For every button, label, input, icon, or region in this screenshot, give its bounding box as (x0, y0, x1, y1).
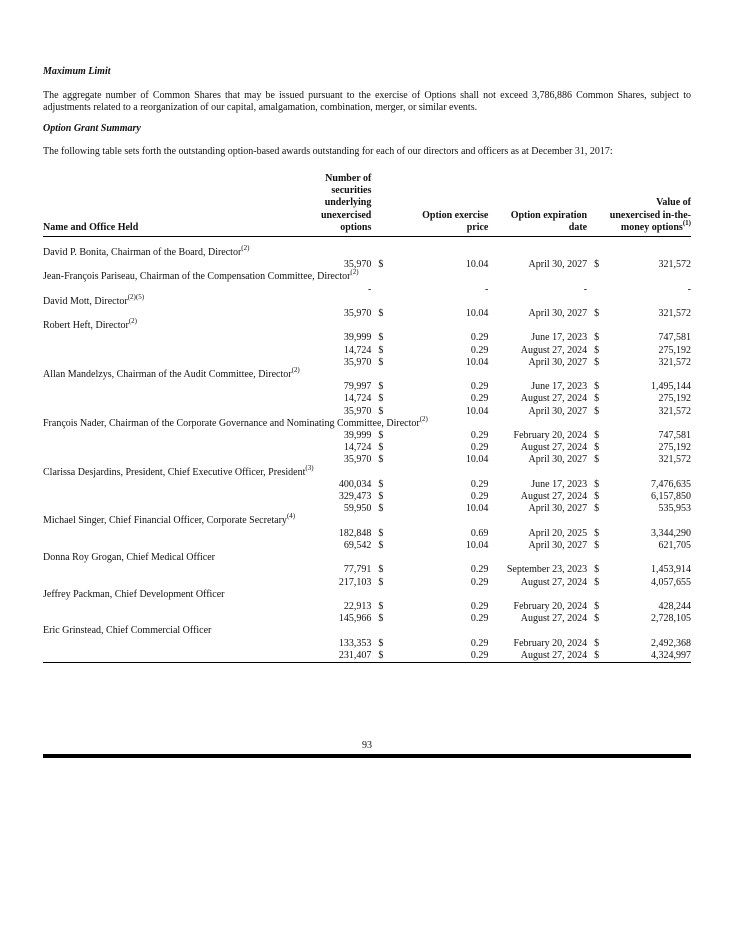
currency-symbol: $ (378, 393, 384, 405)
expiration-date-cell: June 17, 2023 (531, 381, 588, 393)
footnote-ref: (2) (350, 268, 359, 277)
currency-symbol: $ (594, 381, 600, 393)
empty-cell (43, 308, 321, 320)
holder-name-text: Allan Mandelzys, Chairman of the Audit Committee, Director (43, 369, 292, 381)
value-cell: 275,192 (658, 393, 691, 405)
holder-name-text: François Nader, Chairman of the Corporate Governance and Nominating Committee, Director (43, 417, 420, 429)
holder-name-row (43, 418, 691, 430)
holder-name-row (43, 467, 691, 479)
holder-name-row (43, 247, 691, 259)
table-row (43, 613, 691, 625)
option-grant-summary-paragraph: The following table sets forth the outstanding option-based awards outstanding for each of our directors and officers as at December 31, 2017: (43, 146, 613, 157)
exercise-price-cell: 0.29 (470, 344, 489, 356)
empty-cell (43, 284, 321, 296)
currency-symbol: $ (378, 613, 384, 625)
value-cell: 747,581 (658, 430, 691, 442)
page-bottom-rule (43, 754, 691, 758)
holder-name (43, 244, 691, 259)
holder-name-text: David P. Bonita, Chairman of the Board, Director (43, 247, 242, 259)
value-cell: 747,581 (658, 332, 691, 344)
currency-symbol: $ (378, 637, 384, 649)
table-row (43, 381, 691, 393)
footnote-ref: (3) (305, 463, 314, 472)
options-cell: 22,913 (343, 600, 372, 612)
expiration-date-cell: April 30, 2027 (528, 405, 588, 417)
currency-symbol: $ (378, 539, 384, 551)
table-row (43, 259, 691, 271)
empty-cell (43, 528, 321, 540)
header-spacer (371, 173, 390, 237)
exercise-price-cell: 10.04 (465, 503, 489, 515)
table-row (43, 442, 691, 454)
expiration-date-cell: April 20, 2025 (528, 527, 588, 539)
holder-name-row (43, 320, 691, 332)
holder-name-text: Donna Roy Grogan, Chief Medical Officer (43, 552, 215, 564)
holder-name-row (43, 369, 691, 381)
holder-name (43, 463, 691, 479)
table-row (43, 430, 691, 442)
footnote-ref: (2) (241, 244, 250, 253)
expiration-date-cell: June 17, 2023 (531, 332, 588, 344)
table-row (43, 540, 691, 552)
table-row (43, 479, 691, 491)
currency-symbol: $ (594, 613, 600, 625)
currency-symbol: $ (594, 637, 600, 649)
empty-cell (43, 601, 321, 613)
exercise-price-cell: 10.04 (465, 405, 489, 417)
currency-symbol: $ (378, 259, 384, 271)
header-name: Name and Office Held (43, 173, 321, 237)
header-price-line: price (466, 221, 489, 233)
holder-name-row (43, 589, 691, 601)
header-options-line: Number of (325, 173, 372, 184)
footnote-ref: (2) (291, 366, 300, 375)
options-cell: 77,791 (343, 564, 372, 576)
header-spacer (587, 173, 606, 237)
empty-cell (43, 479, 321, 491)
maximum-limit-paragraph: The aggregate number of Common Shares that may be issued pursuant to the exercise of Options shall not exceed 3,786,886 Common Shares, subject to adjustments related to a reorganization of our capital, amalgamation, combination, merger, or similar events. (43, 90, 691, 113)
header-price (390, 173, 488, 237)
value-cell: 1,495,144 (651, 381, 691, 393)
empty-cell (43, 442, 321, 454)
value-cell: - (687, 283, 691, 295)
header-options-line: underlying (324, 197, 372, 209)
exercise-price-cell: 0.69 (470, 527, 489, 539)
exercise-price-cell: 0.29 (470, 393, 489, 405)
currency-symbol: $ (594, 454, 600, 466)
empty-cell (43, 503, 321, 515)
options-cell: 35,970 (343, 454, 372, 466)
exercise-price-cell: 0.29 (470, 430, 489, 442)
expiration-date-cell: April 30, 2027 (528, 308, 588, 320)
options-cell: 14,724 (343, 393, 372, 405)
header-options-line: options (340, 221, 372, 233)
value-cell: 321,572 (658, 356, 691, 368)
currency-symbol: $ (378, 527, 384, 539)
table-row (43, 406, 691, 418)
expiration-date-cell: April 30, 2027 (528, 356, 588, 368)
empty-cell (43, 613, 321, 625)
section-heading-option-grant-summary: Option Grant Summary (43, 123, 141, 134)
expiration-date-cell: April 30, 2027 (528, 539, 588, 551)
header-price-line: Option exercise (422, 209, 489, 221)
table-row (43, 393, 691, 405)
currency-symbol: $ (594, 405, 600, 417)
value-cell: 2,728,105 (651, 613, 691, 625)
holder-name-row (43, 515, 691, 527)
options-cell: 329,473 (338, 491, 372, 503)
header-value-line (606, 218, 691, 234)
header-date-line: date (568, 221, 588, 233)
empty-cell (43, 357, 321, 369)
header-date (488, 173, 587, 237)
exercise-price-cell: 10.04 (465, 454, 489, 466)
table-row (43, 454, 691, 466)
expiration-date-cell: - (583, 283, 588, 295)
options-cell: 182,848 (338, 527, 372, 539)
holder-name (43, 552, 691, 564)
footnote-ref: (2) (419, 414, 428, 423)
currency-symbol: $ (594, 527, 600, 539)
options-cell: 39,999 (343, 430, 372, 442)
holder-name-text: Eric Grinstead, Chief Commercial Officer (43, 625, 212, 637)
empty-cell (43, 650, 321, 663)
currency-symbol: $ (378, 405, 384, 417)
holder-name (43, 589, 691, 601)
empty-cell (43, 406, 321, 418)
holder-name (43, 268, 691, 283)
options-cell: 35,970 (343, 405, 372, 417)
table-row (43, 345, 691, 357)
expiration-date-cell: June 17, 2023 (531, 478, 588, 490)
empty-cell (43, 564, 321, 576)
holder-name (43, 366, 691, 381)
currency-symbol: $ (378, 491, 384, 503)
empty-cell (43, 393, 321, 405)
expiration-date-cell: April 30, 2027 (528, 454, 588, 466)
expiration-date-cell: February 20, 2024 (513, 430, 588, 442)
value-cell: 1,453,914 (651, 564, 691, 576)
currency-symbol: $ (378, 478, 384, 490)
holder-name-row (43, 625, 691, 637)
empty-cell (43, 577, 321, 589)
currency-symbol: $ (378, 356, 384, 368)
currency-symbol: $ (378, 381, 384, 393)
table-row (43, 308, 691, 320)
holder-name (43, 317, 691, 332)
exercise-price-cell: 0.29 (470, 442, 489, 454)
header-options-line: securities (331, 185, 372, 197)
value-cell: 4,324,997 (606, 650, 691, 663)
header-options (321, 173, 371, 237)
currency-symbol: $ (594, 442, 600, 454)
header-value (606, 173, 691, 237)
value-cell: 321,572 (658, 259, 691, 271)
currency-symbol: $ (594, 564, 600, 576)
currency-symbol (587, 284, 606, 296)
expiration-date-cell: August 27, 2024 (520, 576, 588, 588)
exercise-price-cell: 0.29 (470, 637, 489, 649)
options-cell: 14,724 (343, 442, 372, 454)
empty-cell (43, 454, 321, 466)
holder-name-row (43, 296, 691, 308)
exercise-price-cell: 0.29 (390, 650, 488, 663)
table-body (43, 244, 691, 662)
expiration-date-cell: April 30, 2027 (528, 259, 588, 271)
currency-symbol: $ (594, 259, 600, 271)
currency-symbol: $ (594, 491, 600, 503)
currency-symbol: $ (594, 356, 600, 368)
empty-cell (43, 638, 321, 650)
table-row (43, 601, 691, 613)
value-cell: 2,492,368 (651, 637, 691, 649)
options-cell: 59,950 (343, 503, 372, 515)
options-cell: 35,970 (343, 259, 372, 271)
value-cell: 3,344,290 (651, 527, 691, 539)
value-cell: 321,572 (658, 454, 691, 466)
currency-symbol: $ (594, 393, 600, 405)
expiration-date-cell: August 27, 2024 (520, 613, 588, 625)
value-cell: 621,705 (658, 539, 691, 551)
expiration-date-cell: August 27, 2024 (520, 491, 588, 503)
value-cell: 428,244 (658, 600, 691, 612)
value-cell: 321,572 (658, 405, 691, 417)
footnote-ref: (4) (286, 512, 296, 521)
header-date-line: Option expiration (510, 209, 588, 221)
currency-symbol: $ (378, 308, 384, 320)
exercise-price-cell: 10.04 (465, 259, 489, 271)
footnote-ref: (2) (128, 317, 137, 326)
options-cell: 400,034 (338, 478, 372, 490)
expiration-date-cell: August 27, 2024 (488, 650, 587, 663)
exercise-price-cell: 0.29 (470, 381, 489, 393)
currency-symbol: $ (594, 600, 600, 612)
value-cell: 7,476,635 (651, 478, 691, 490)
holder-name (43, 292, 691, 308)
holder-name-text: Michael Singer, Chief Financial Officer, Corporate Secretary (43, 515, 287, 527)
expiration-date-cell: February 20, 2024 (513, 600, 588, 612)
empty-cell (43, 381, 321, 393)
exercise-price-cell: - (485, 283, 489, 295)
options-cell: 217,103 (338, 576, 372, 588)
currency-symbol: $ (594, 478, 600, 490)
currency-symbol (371, 284, 390, 296)
currency-symbol: $ (378, 503, 384, 515)
holder-name-text: Jeffrey Packman, Chief Development Officer (43, 588, 225, 600)
options-cell: 14,724 (343, 344, 372, 356)
holder-name-text: Jean-François Pariseau, Chairman of the Compensation Committee, Director (43, 271, 351, 283)
value-cell: 535,953 (658, 503, 691, 515)
value-cell: 275,192 (658, 442, 691, 454)
table-row (43, 650, 691, 663)
exercise-price-cell: 0.29 (470, 332, 489, 344)
expiration-date-cell: August 27, 2024 (520, 344, 588, 356)
exercise-price-cell: 0.29 (470, 576, 489, 588)
currency-symbol: $ (594, 332, 600, 344)
value-cell: 4,057,655 (651, 576, 691, 588)
currency-symbol: $ (594, 539, 600, 551)
currency-symbol: $ (594, 344, 600, 356)
value-cell: 6,157,850 (651, 491, 691, 503)
options-cell: 35,970 (343, 308, 372, 320)
options-cell: 231,407 (321, 650, 371, 663)
currency-symbol: $ (371, 650, 390, 663)
table-row (43, 332, 691, 344)
holder-name-text: David Mott, Director (43, 295, 128, 307)
currency-symbol: $ (378, 576, 384, 588)
currency-symbol: $ (594, 308, 600, 320)
holder-name (43, 414, 691, 430)
table-row (43, 357, 691, 369)
exercise-price-cell: 10.04 (465, 539, 489, 551)
currency-symbol: $ (594, 430, 600, 442)
exercise-price-cell: 0.29 (470, 613, 489, 625)
value-cell: 275,192 (658, 344, 691, 356)
currency-symbol: $ (378, 600, 384, 612)
exercise-price-cell: 0.29 (470, 600, 489, 612)
options-cell: - (368, 283, 372, 295)
options-cell: 69,542 (343, 539, 372, 551)
currency-symbol: $ (378, 442, 384, 454)
holder-name-text: Robert Heft, Director (43, 320, 129, 332)
options-cell: 35,970 (343, 356, 372, 368)
currency-symbol: $ (378, 454, 384, 466)
page-number: 93 (362, 740, 372, 751)
header-value-line: Value of (656, 197, 691, 209)
table-row (43, 491, 691, 503)
header-options-line: unexercised (321, 209, 372, 221)
currency-symbol: $ (378, 332, 384, 344)
exercise-price-cell: 10.04 (465, 308, 489, 320)
options-cell: 145,966 (338, 613, 372, 625)
header-value-text: money options (620, 221, 683, 233)
exercise-price-cell: 0.29 (470, 564, 489, 576)
option-awards-table (43, 173, 691, 663)
exercise-price-cell: 0.29 (470, 491, 489, 503)
exercise-price-cell: 0.29 (470, 478, 489, 490)
expiration-date-cell: April 30, 2027 (528, 503, 588, 515)
currency-symbol: $ (378, 430, 384, 442)
empty-cell (43, 332, 321, 344)
table-row (43, 577, 691, 589)
options-cell: 133,353 (338, 637, 372, 649)
holder-name (43, 512, 691, 527)
currency-symbol: $ (594, 576, 600, 588)
expiration-date-cell: August 27, 2024 (520, 393, 588, 405)
table-row (43, 564, 691, 576)
section-heading-maximum-limit: Maximum Limit (43, 66, 111, 77)
empty-cell (43, 430, 321, 442)
holder-name-row (43, 271, 691, 283)
table-row (43, 528, 691, 540)
header-value-line: unexercised in-the- (609, 209, 691, 221)
spacer (43, 237, 691, 248)
holder-name-text: Clarissa Desjardins, President, Chief Executive Officer, President (43, 466, 306, 478)
currency-symbol: $ (594, 503, 600, 515)
table-row (43, 638, 691, 650)
empty-cell (43, 345, 321, 357)
holder-name (43, 625, 691, 637)
exercise-price-cell: 10.04 (465, 356, 489, 368)
options-cell: 39,999 (343, 332, 372, 344)
expiration-date-cell: February 20, 2024 (513, 637, 588, 649)
table-row (43, 503, 691, 515)
empty-cell (43, 259, 321, 271)
expiration-date-cell: August 27, 2024 (520, 442, 588, 454)
empty-cell (43, 540, 321, 552)
holder-name-row (43, 552, 691, 564)
table-header-row (43, 173, 691, 237)
currency-symbol: $ (587, 650, 606, 663)
empty-cell (43, 491, 321, 503)
footnote-ref: (2)(5) (127, 292, 145, 301)
currency-symbol: $ (378, 344, 384, 356)
currency-symbol: $ (378, 564, 384, 576)
expiration-date-cell: September 23, 2023 (506, 564, 588, 576)
options-cell: 79,997 (343, 381, 372, 393)
value-cell: 321,572 (658, 308, 691, 320)
footnote-ref: (1) (682, 218, 691, 227)
